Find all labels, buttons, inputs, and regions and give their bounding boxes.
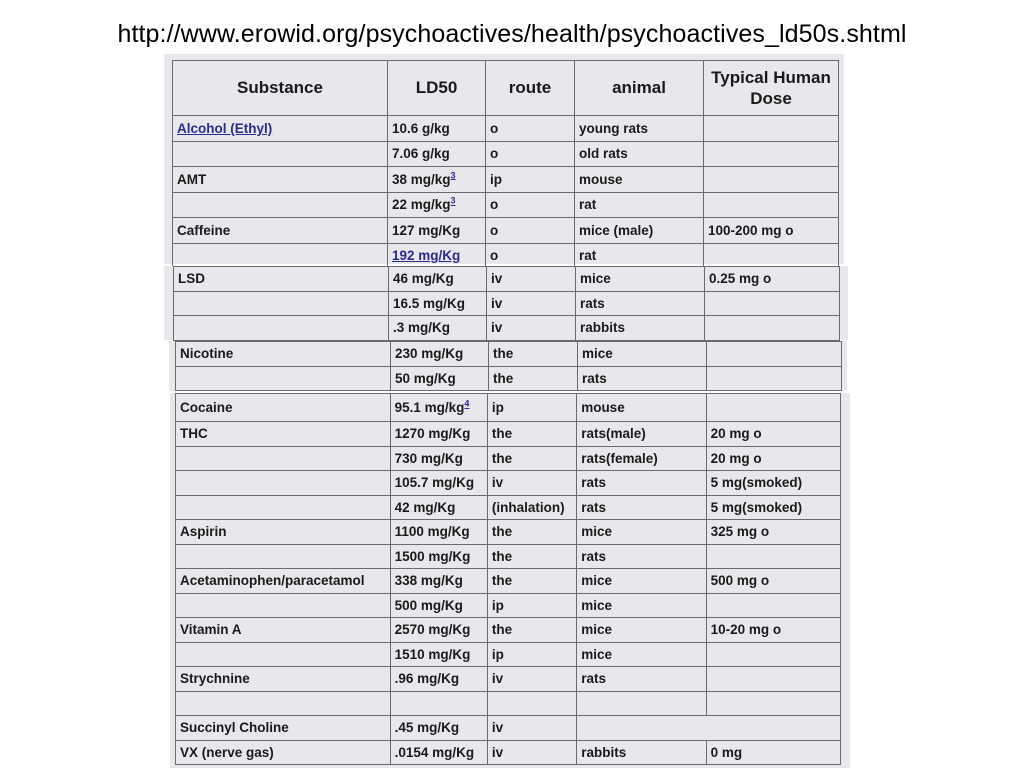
- cell-ld50-text: 338 mg/Kg: [394, 573, 463, 589]
- cell-substance: [173, 167, 388, 193]
- cell-route-text: ip: [490, 171, 502, 187]
- cell-animal: [575, 116, 704, 142]
- cell-dose: [706, 394, 840, 422]
- cell-route: [487, 593, 576, 618]
- header-typical-human-dose: Typical Human Dose: [704, 61, 839, 116]
- cell-dose: [706, 593, 840, 618]
- cell-animal-text: rat: [579, 248, 597, 264]
- cell-route: [487, 691, 576, 716]
- table-row: [173, 116, 839, 142]
- cell-route-text: the: [493, 370, 514, 386]
- cell-dose-text: 5 mg(smoked): [710, 499, 803, 515]
- cell-animal-text: old rats: [579, 146, 628, 162]
- cell-animal: [575, 141, 704, 167]
- cell-route: [487, 422, 576, 447]
- cell-ld50: [388, 243, 486, 269]
- cell-substance-text: Strychnine: [180, 671, 250, 687]
- cell-route-text: o: [490, 222, 499, 238]
- cell-substance-text: Aspirin: [180, 524, 227, 540]
- cell-animal: [577, 667, 706, 692]
- cell-route: [487, 316, 576, 341]
- table-header-row: [173, 61, 839, 116]
- cell-route-text: o: [490, 146, 499, 162]
- cell-ld50: [390, 544, 487, 569]
- cell-substance: [176, 471, 391, 496]
- cell-animal: [576, 291, 705, 316]
- cell-ld50-text: 46 mg/Kg: [393, 271, 454, 287]
- cell-route-text: o: [490, 120, 499, 136]
- cell-animal-text: mice: [580, 271, 611, 287]
- cell-ld50: [390, 618, 487, 643]
- cell-animal: [577, 495, 706, 520]
- ld50-table-top: [172, 60, 839, 269]
- cell-ld50-text: 127 mg/Kg: [392, 222, 461, 238]
- cell-route-text: ip: [491, 646, 504, 662]
- cell-animal: [577, 544, 706, 569]
- cell-substance: [173, 192, 388, 218]
- cell-dose-text: 20 mg o: [710, 426, 762, 442]
- cell-ld50: [390, 642, 487, 667]
- cell-route: [487, 495, 576, 520]
- ld50-table-nicotine: [175, 341, 842, 391]
- cell-ld50-text: 10.6 g/kg: [392, 120, 450, 136]
- cell-dose: [704, 167, 839, 193]
- cell-substance: [176, 495, 391, 520]
- cell-ld50-text: .96 mg/Kg: [394, 671, 460, 687]
- cell-route: [487, 520, 576, 545]
- cell-ld50: [388, 192, 486, 218]
- cell-dose: [706, 544, 840, 569]
- cell-dose: [705, 267, 840, 292]
- cell-route: [487, 618, 576, 643]
- cell-dose-text: 325 mg o: [710, 524, 770, 540]
- cell-animal-text: mice: [581, 646, 612, 662]
- table-row: [176, 642, 841, 667]
- cell-ld50-text: 1510 mg/Kg: [394, 646, 471, 662]
- cell-route-text: the: [491, 524, 513, 540]
- cell-substance: [173, 218, 388, 244]
- cell-dose: [706, 691, 840, 716]
- cell-route-text: the: [491, 622, 513, 638]
- cell-route-text: (inhalation): [491, 499, 565, 515]
- cell-animal-text: rat: [579, 197, 597, 213]
- cell-substance-text: AMT: [177, 171, 207, 187]
- ld50-table-bottom: [175, 393, 841, 765]
- cell-route: [487, 291, 576, 316]
- footnote-ref[interactable]: 3: [450, 195, 456, 206]
- cell-animal: [578, 342, 707, 367]
- cell-route: [486, 218, 575, 244]
- cell-route: [487, 267, 576, 292]
- cell-dose: [706, 667, 840, 692]
- cell-animal-text: mice: [581, 622, 612, 638]
- cell-route: [487, 716, 576, 741]
- cell-animal-text: rats: [581, 475, 606, 491]
- cell-dose: [705, 291, 840, 316]
- cell-route-text: the: [491, 450, 513, 466]
- cell-substance: [176, 618, 391, 643]
- cell-dose: [706, 618, 840, 643]
- cell-dose: [704, 141, 839, 167]
- cell-substance: [174, 316, 389, 341]
- header-substance: Substance: [173, 61, 388, 116]
- cell-dose-text: 5 mg(smoked): [710, 475, 803, 491]
- cell-animal: [577, 593, 706, 618]
- cell-route-text: the: [491, 573, 513, 589]
- cell-dose: [706, 569, 840, 594]
- cell-route: [487, 667, 576, 692]
- cell-ld50-text: 22 mg/kg: [392, 197, 451, 213]
- table-row: [173, 141, 839, 167]
- cell-ld50-text: .0154 mg/Kg: [394, 744, 475, 760]
- cell-ld50: [391, 342, 489, 367]
- cell-ld50: [388, 141, 486, 167]
- cell-animal-text: mice: [582, 346, 613, 362]
- cell-substance: [173, 116, 388, 142]
- cell-dose: [706, 471, 840, 496]
- cell-route-text: the: [491, 426, 513, 442]
- cell-substance: [176, 740, 391, 765]
- cell-dose: [704, 116, 839, 142]
- cell-ld50: [389, 291, 487, 316]
- cell-substance: [176, 422, 391, 447]
- cell-animal-text: mouse: [581, 400, 625, 415]
- cell-ld50: [390, 422, 487, 447]
- cell-route-text: o: [490, 197, 499, 213]
- table-row: [176, 593, 841, 618]
- cell-ld50-text: 105.7 mg/Kg: [394, 475, 475, 491]
- cell-animal: [575, 167, 704, 193]
- cell-substance-text: Nicotine: [180, 346, 234, 362]
- cell-route: [486, 192, 575, 218]
- cell-dose-text: 100-200 mg o: [708, 222, 794, 238]
- cell-animal: [575, 192, 704, 218]
- cell-animal-text: rats: [581, 671, 606, 687]
- cell-route: [487, 544, 576, 569]
- cell-substance: [176, 446, 391, 471]
- cell-animal-text: rabbits: [581, 744, 627, 760]
- cell-substance: [176, 544, 391, 569]
- cell-animal-text: mouse: [579, 171, 623, 187]
- cell-animal: [577, 691, 706, 716]
- cell-dose: [704, 218, 839, 244]
- table-row: [176, 471, 841, 496]
- cell-ld50-text: 1100 mg/Kg: [394, 524, 470, 540]
- cell-substance: [176, 593, 391, 618]
- cell-ld50: [388, 116, 486, 142]
- cell-dose: [705, 316, 840, 341]
- table-row: [176, 691, 841, 716]
- cell-substance: [176, 366, 391, 391]
- footnote-ref[interactable]: 3: [450, 170, 456, 181]
- source-url-title: http://www.erowid.org/psychoactives/health/psychoactives_ld50s.shtml: [117, 20, 907, 48]
- cell-ld50: [390, 394, 487, 422]
- cell-animal-text: mice (male): [579, 222, 654, 238]
- header-route: route: [486, 61, 575, 116]
- cell-route: [486, 116, 575, 142]
- cell-route: [487, 569, 576, 594]
- cell-substance-text: LSD: [178, 271, 205, 287]
- cell-animal: [576, 316, 705, 341]
- cell-animal-text: rats(male): [581, 426, 646, 442]
- cell-substance: [173, 141, 388, 167]
- cell-route-text: iv: [491, 720, 504, 736]
- cell-dose: [706, 495, 840, 520]
- cell-dose-text: 20 mg o: [710, 450, 762, 466]
- cell-animal: [577, 740, 706, 765]
- cell-dose: [706, 446, 840, 471]
- cell-dose: [706, 740, 840, 765]
- cell-route: [486, 243, 575, 269]
- header-ld50: LD50: [388, 61, 486, 116]
- cell-substance: [176, 667, 391, 692]
- cell-animal: [575, 218, 704, 244]
- table-row: [174, 267, 840, 292]
- cell-animal-text: rabbits: [580, 320, 626, 336]
- cell-ld50-text: 1270 mg/Kg: [394, 426, 471, 442]
- cell-route-text: the: [493, 346, 514, 362]
- table-segment-4: [170, 393, 850, 768]
- table-row: [176, 422, 841, 447]
- table-row: [173, 243, 839, 269]
- cell-animal: [577, 422, 706, 447]
- cell-ld50-text: 7.06 g/kg: [392, 146, 450, 162]
- cell-animal-text: rats: [581, 548, 606, 564]
- cell-ld50: [390, 471, 487, 496]
- cell-route: [487, 642, 576, 667]
- cell-ld50-text: .45 mg/Kg: [394, 720, 460, 736]
- table-row: [174, 316, 840, 341]
- table-row: [176, 495, 841, 520]
- cell-animal: [577, 642, 706, 667]
- footnote-ref[interactable]: 4: [464, 398, 470, 409]
- cell-substance-text: VX (nerve gas): [180, 744, 274, 760]
- cell-substance: [176, 394, 391, 422]
- cell-animal: [577, 569, 706, 594]
- cell-animal: [577, 618, 706, 643]
- cell-route: [489, 366, 578, 391]
- cell-ld50: [390, 520, 487, 545]
- cell-dose: [704, 192, 839, 218]
- cell-ld50: [390, 569, 487, 594]
- table-row: [176, 520, 841, 545]
- cell-route-text: iv: [491, 744, 504, 760]
- cell-route-text: iv: [491, 271, 503, 287]
- table-row: [176, 716, 841, 741]
- cell-route-text: the: [491, 548, 513, 564]
- cell-substance-text: Caffeine: [177, 222, 231, 238]
- cell-ld50: [390, 446, 487, 471]
- table-row: [176, 667, 841, 692]
- cell-animal: [577, 446, 706, 471]
- cell-route: [486, 141, 575, 167]
- cell-substance: [174, 267, 389, 292]
- table-row: [176, 446, 841, 471]
- cell-ld50: [390, 716, 487, 741]
- cell-route-text: iv: [491, 295, 503, 311]
- cell-ld50: [388, 218, 486, 244]
- cell-animal-text: mice: [581, 573, 612, 589]
- cell-substance-text: Succinyl Choline: [180, 720, 289, 736]
- table-row: [176, 544, 841, 569]
- cell-substance-text: THC: [180, 426, 208, 442]
- table-segment-1: [164, 54, 844, 264]
- cell-route-text: iv: [491, 671, 504, 687]
- cell-route: [486, 167, 575, 193]
- cell-route-text: iv: [491, 320, 503, 336]
- cell-route-text: ip: [491, 400, 504, 415]
- cell-ld50-text: 730 mg/Kg: [394, 450, 463, 466]
- cell-animal: [576, 267, 705, 292]
- table-row: [174, 291, 840, 316]
- cell-ld50: [389, 267, 487, 292]
- cell-animal-text: rats(female): [581, 450, 658, 466]
- cell-animal: [575, 243, 704, 269]
- cell-dose: [706, 520, 840, 545]
- cell-dose: [704, 243, 839, 269]
- cell-substance: [176, 691, 391, 716]
- cell-dose-text: 0 mg: [710, 744, 743, 760]
- cell-animal: [578, 366, 707, 391]
- cell-ld50: [390, 691, 487, 716]
- cell-animal-text: rats: [582, 370, 607, 386]
- cell-animal-text: rats: [580, 295, 605, 311]
- cell-ld50: [391, 366, 489, 391]
- cell-substance-text: Acetaminophen/paracetamol: [180, 573, 365, 589]
- cell-animal-text: mice: [581, 524, 612, 540]
- cell-ld50-text: 42 mg/Kg: [394, 499, 456, 515]
- cell-animal-text: young rats: [579, 120, 649, 136]
- cell-dose: [707, 342, 842, 367]
- cell-route: [487, 471, 576, 496]
- cell-ld50: [388, 167, 486, 193]
- cell-ld50-text: 16.5 mg/Kg: [393, 295, 466, 311]
- cell-ld50-text: 2570 mg/Kg: [394, 622, 471, 638]
- cell-substance-text[interactable]: Alcohol (Ethyl): [177, 120, 273, 136]
- table-row: [173, 167, 839, 193]
- cell-route: [489, 342, 578, 367]
- cell-substance: [176, 642, 391, 667]
- cell-ld50: [390, 740, 487, 765]
- cell-substance-text: Cocaine: [180, 400, 233, 415]
- cell-animal: [577, 394, 706, 422]
- cell-route: [487, 446, 576, 471]
- cell-dose: [707, 366, 842, 391]
- cell-ld50: [390, 667, 487, 692]
- table-row: [173, 192, 839, 218]
- cell-ld50-text: 1500 mg/Kg: [394, 548, 471, 564]
- cell-animal: [577, 520, 706, 545]
- cell-ld50-text: 500 mg/Kg: [394, 597, 463, 613]
- cell-animal: [577, 471, 706, 496]
- table-row: [176, 618, 841, 643]
- cell-substance: [173, 243, 388, 269]
- cell-dose: [706, 642, 840, 667]
- cell-substance-text: Vitamin A: [180, 622, 242, 638]
- cell-ld50-text: 38 mg/kg: [392, 171, 451, 187]
- cell-route: [487, 394, 576, 422]
- cell-substance: [176, 520, 391, 545]
- table-row: [176, 740, 841, 765]
- cell-substance: [176, 569, 391, 594]
- cell-dose: [706, 422, 840, 447]
- table-segment-3: [169, 341, 847, 391]
- cell-ld50: [390, 495, 487, 520]
- cell-ld50-text: 230 mg/Kg: [395, 346, 464, 362]
- cell-route-text: o: [490, 248, 499, 264]
- cell-merged-empty: [577, 716, 841, 741]
- cell-route-text: ip: [491, 597, 504, 613]
- cell-animal-text: mice: [581, 597, 612, 613]
- cell-ld50-text[interactable]: 192 mg/Kg: [392, 248, 461, 264]
- cell-ld50: [389, 316, 487, 341]
- cell-substance: [174, 291, 389, 316]
- table-row: [176, 569, 841, 594]
- cell-ld50-text: .3 mg/Kg: [393, 320, 451, 336]
- cell-ld50: [390, 593, 487, 618]
- cell-dose-text: 0.25 mg o: [709, 271, 772, 287]
- cell-animal-text: rats: [581, 499, 606, 515]
- cell-dose-text: 10-20 mg o: [710, 622, 782, 638]
- table-row: [176, 394, 841, 422]
- cell-dose-text: 500 mg o: [710, 573, 770, 589]
- cell-route: [487, 740, 576, 765]
- cell-ld50-text: 50 mg/Kg: [395, 370, 456, 386]
- cell-substance: [176, 716, 391, 741]
- table-segment-2: [164, 266, 848, 340]
- ld50-table-lsd: [173, 266, 840, 341]
- header-animal: animal: [575, 61, 704, 116]
- cell-route-text: iv: [491, 475, 504, 491]
- table-row: [173, 218, 839, 244]
- table-row: [176, 342, 842, 367]
- cell-ld50-text: 95.1 mg/kg: [394, 400, 465, 415]
- cell-substance: [176, 342, 391, 367]
- table-row: [176, 366, 842, 391]
